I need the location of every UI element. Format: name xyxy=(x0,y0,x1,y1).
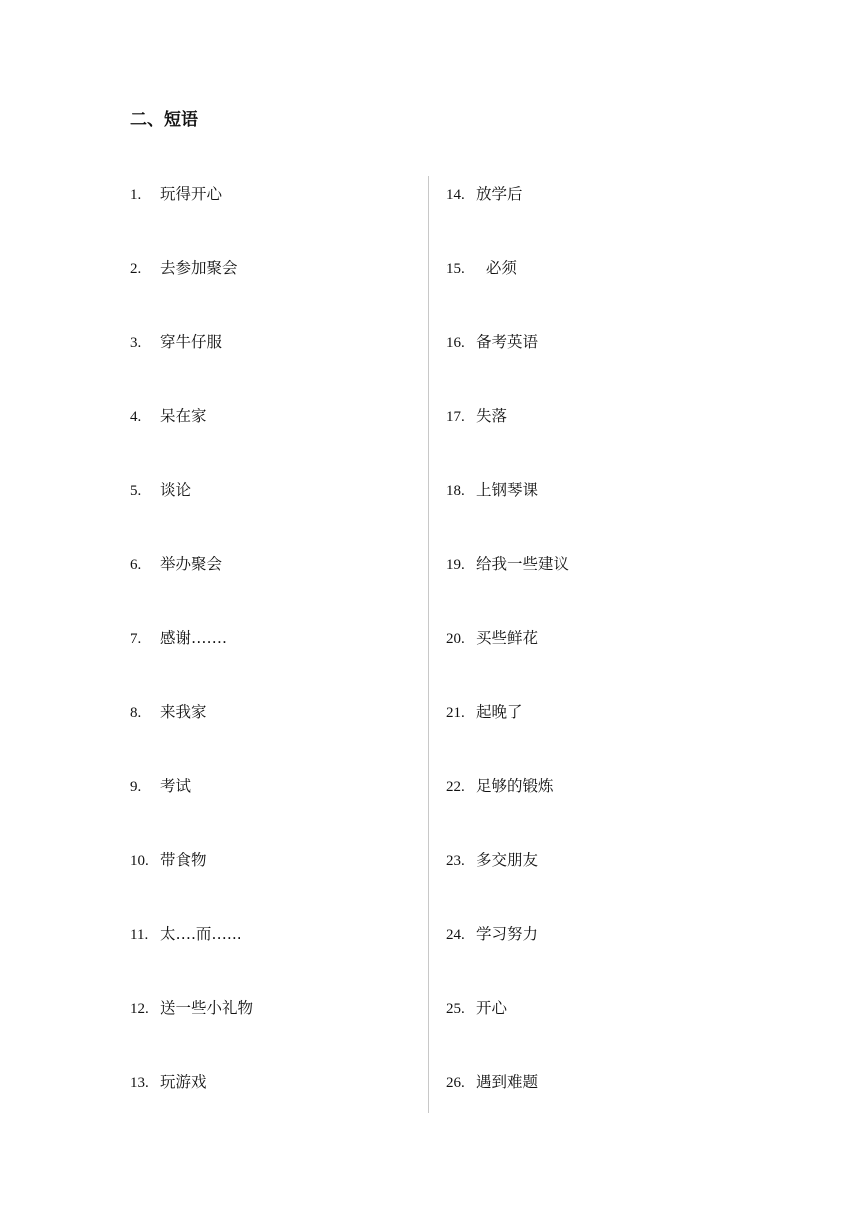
phrase-text: 上钢琴课 xyxy=(476,481,539,499)
phrase-text: 多交朋友 xyxy=(476,851,539,869)
phrase-item xyxy=(446,848,538,872)
phrase-text: 穿牛仔服 xyxy=(160,333,223,351)
phrase-item xyxy=(130,922,242,946)
phrase-number: 21. xyxy=(446,705,465,721)
phrase-number: 19. xyxy=(446,557,465,573)
phrase-text: 太….而…... xyxy=(160,925,242,943)
phrase-number: 15. xyxy=(446,261,465,277)
phrase-text: 考试 xyxy=(160,777,192,795)
phrase-item xyxy=(446,404,507,428)
phrase-item xyxy=(130,256,238,280)
phrase-text: 来我家 xyxy=(160,703,207,721)
phrase-text: 遇到难题 xyxy=(476,1073,539,1091)
phrase-number: 5. xyxy=(130,483,142,499)
phrase-text: 放学后 xyxy=(476,185,523,203)
phrase-text: 玩游戏 xyxy=(160,1073,207,1091)
phrase-item xyxy=(446,626,538,650)
phrase-text: 带食物 xyxy=(160,851,207,869)
phrase-item xyxy=(446,330,538,354)
phrase-item xyxy=(130,478,191,502)
phrase-item xyxy=(446,922,538,946)
phrase-item xyxy=(446,182,523,206)
phrase-number: 12. xyxy=(130,1001,149,1017)
phrase-item xyxy=(446,774,554,798)
phrase-item xyxy=(130,552,222,576)
phrase-text: 必须 xyxy=(476,259,517,277)
phrase-number: 8. xyxy=(130,705,142,721)
phrase-number: 11. xyxy=(130,927,149,943)
phrase-number: 14. xyxy=(446,187,465,203)
phrase-text: 举办聚会 xyxy=(160,555,223,573)
phrase-text: 学习努力 xyxy=(476,925,539,943)
phrase-item xyxy=(130,330,222,354)
phrase-text: 买些鲜花 xyxy=(476,629,539,647)
phrase-item xyxy=(130,404,207,428)
phrase-number: 7. xyxy=(130,631,142,647)
phrase-number: 13. xyxy=(130,1075,149,1091)
phrase-item xyxy=(446,700,523,724)
phrase-item xyxy=(446,996,507,1020)
phrase-item xyxy=(130,626,227,650)
phrase-number: 3. xyxy=(130,335,142,351)
phrase-text: 足够的锻炼 xyxy=(476,777,554,795)
phrase-text: 玩得开心 xyxy=(160,185,223,203)
phrase-number: 17. xyxy=(446,409,465,425)
phrase-text: 去参加聚会 xyxy=(160,259,238,277)
phrase-number: 16. xyxy=(446,335,465,351)
phrase-item xyxy=(130,848,207,872)
phrase-number: 23. xyxy=(446,853,465,869)
phrase-text: 送一些小礼物 xyxy=(160,999,254,1017)
phrase-number: 10. xyxy=(130,853,149,869)
phrase-item xyxy=(130,700,207,724)
phrase-item xyxy=(446,478,538,502)
phrase-item xyxy=(130,774,191,798)
phrase-text: 谈论 xyxy=(160,481,192,499)
phrase-number: 6. xyxy=(130,557,142,573)
phrase-text: 开心 xyxy=(476,999,508,1017)
phrase-text: 失落 xyxy=(476,407,508,425)
phrase-text: 备考英语 xyxy=(476,333,539,351)
phrase-number: 2. xyxy=(130,261,142,277)
phrase-text: 给我一些建议 xyxy=(476,555,570,573)
phrase-item xyxy=(130,182,222,206)
phrase-number: 22. xyxy=(446,779,465,795)
phrase-number: 24. xyxy=(446,927,465,943)
phrase-number: 1. xyxy=(130,187,142,203)
phrase-item xyxy=(446,256,517,280)
section-heading: 二、短语 xyxy=(130,110,198,130)
phrase-number: 18. xyxy=(446,483,465,499)
phrase-item xyxy=(446,552,569,576)
column-divider xyxy=(428,176,429,1113)
phrase-text: 感谢……. xyxy=(160,629,227,647)
phrase-item xyxy=(130,1070,207,1094)
phrase-number: 20. xyxy=(446,631,465,647)
phrase-number: 26. xyxy=(446,1075,465,1091)
phrase-number: 4. xyxy=(130,409,142,425)
phrase-number: 9. xyxy=(130,779,142,795)
phrase-item xyxy=(130,996,253,1020)
phrase-text: 呆在家 xyxy=(160,407,207,425)
phrase-text: 起晚了 xyxy=(476,703,523,721)
phrase-item xyxy=(446,1070,538,1094)
phrase-number: 25. xyxy=(446,1001,465,1017)
